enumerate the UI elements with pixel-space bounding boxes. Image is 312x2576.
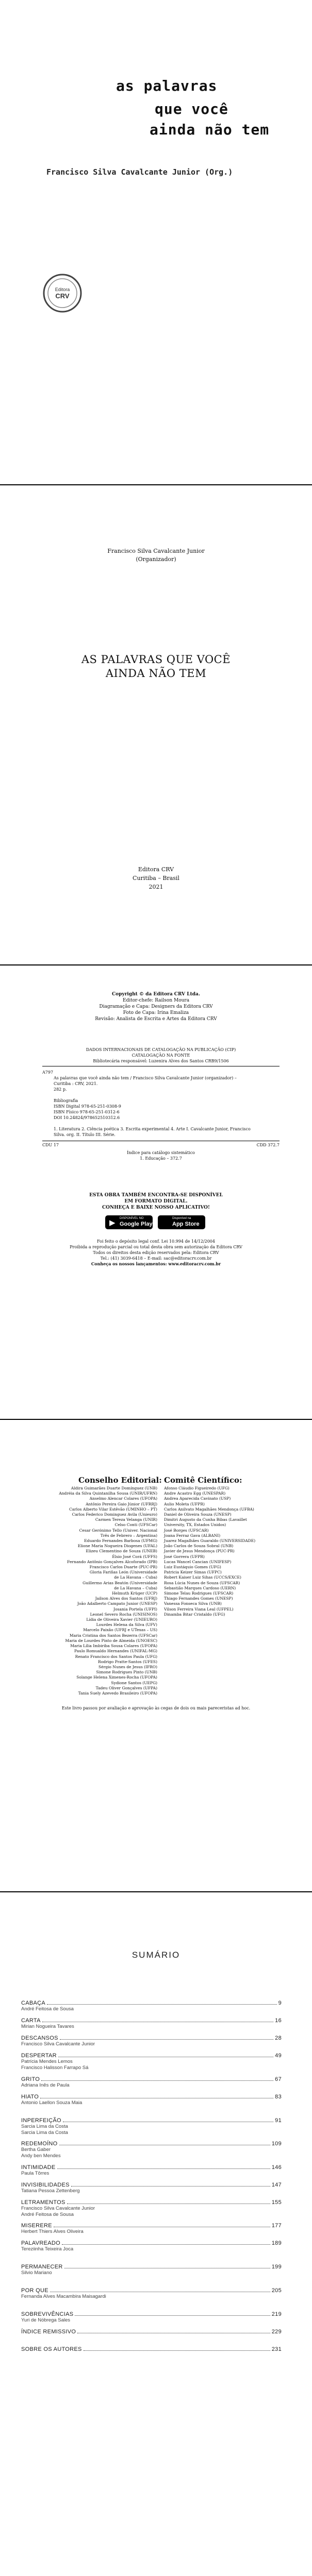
toc-entry-title: REDEMOÍNO	[21, 2141, 58, 2147]
scientific-member: Carlos Anilvato Magalhães Mendonça (UFBA)	[164, 1506, 254, 1512]
legal-line: Foi feito o depósito legal conf. Lei 10.994 de 14/12/2004	[97, 1239, 215, 1244]
toc-entry-title: GRITO	[21, 2076, 40, 2082]
cover-page	[0, 0, 312, 484]
toc-entry-author: Herbert Thiers Alves Oliveira	[21, 2229, 84, 2234]
index-entry: 1. Educação – 372.7	[140, 1156, 182, 1161]
scientific-committee-heading: Comitê Científico:	[164, 1476, 242, 1485]
toc-entry-title: SOBREVIVÊNCIAS	[21, 2311, 74, 2317]
toc-entry-title-row	[21, 2240, 282, 2246]
cip-line: Curitiba : CRV, 2021.	[54, 1081, 98, 1086]
toc-entry-page: 9	[278, 2000, 282, 2006]
editorial-member: Francisco Carlos Duarte (PUC-PR)	[89, 1565, 157, 1570]
toc-entry-title: INPERFEIÇÃO	[21, 2117, 61, 2124]
ebook-line: ESTA OBRA TAMBÉM ENCONTRA-SE DISPONÍVEL	[89, 1193, 223, 1198]
cip-line: DOI 10.24824/978652510312.6	[54, 1115, 120, 1120]
editorial-member: Celso Conti (UFSCar)	[114, 1522, 157, 1528]
legal-line: Todos os direitos desta edição reservados pela: Editora CRV	[93, 1250, 219, 1255]
editorial-member: Élsio José Corá (UFFS)	[112, 1554, 157, 1559]
toc-entry-author: Bertha Gaber Andy ben Mendes	[21, 2147, 61, 2159]
publication-year: 2021	[149, 884, 163, 890]
toc-entry-title: DESPERTAR	[21, 2053, 57, 2059]
toc-leader-dots	[60, 2035, 273, 2040]
editorial-member: Lourdes Helena da Silva (UFV)	[96, 1622, 157, 1628]
credit-line: Editor-chefe: Railson Moura	[122, 998, 190, 1003]
credit-line: Foto de Capa: Irina Emaliza	[123, 1010, 189, 1015]
editorial-member: Simone Rodrigues Pinto (UNB)	[96, 1670, 157, 1675]
ebook-notice	[0, 1192, 312, 1211]
toc-leader-dots	[64, 2264, 270, 2268]
editorial-member: Fernando Antônio Gonçalves Alcoforado (IPB)	[67, 1559, 157, 1564]
editorial-member: Tadeu Oliver Gonçalves (UFPA)	[95, 1685, 157, 1690]
toc-entry-title-row	[21, 2141, 282, 2147]
toc-leader-dots	[40, 2094, 273, 2098]
toc-entry-page: 49	[275, 2053, 282, 2059]
toc-entry[interactable]	[21, 2141, 282, 2159]
toc-entry[interactable]	[21, 2287, 282, 2300]
editorial-member: de La Havana – Cuba)	[114, 1575, 157, 1580]
publisher-logo-icon	[42, 273, 83, 313]
toc-entry-author: Antonio Laellon Souza Maia	[21, 2100, 83, 2106]
editorial-board-page	[0, 1420, 312, 1891]
toc-leader-dots	[67, 2199, 270, 2204]
editorial-member: Cesar Gerónimo Tello (Univer. Nacional	[79, 1528, 157, 1533]
editorial-member: Andréia da Silva Quintanilha Sousa (UNIR/UFRN)	[59, 1491, 157, 1496]
toc-heading: SUMÁRIO	[132, 1950, 180, 1960]
toc-leader-dots	[62, 2240, 270, 2245]
toc-leader-dots	[59, 2141, 270, 2145]
toc-leader-dots	[50, 2287, 270, 2292]
svg-text:CRV: CRV	[55, 292, 70, 300]
toc-entry-author: Patrícia Mendes Lemos Francisco Halisson Farrapo Sá	[21, 2059, 89, 2071]
toc-entry-title: SOBRE OS AUTORES	[21, 2346, 82, 2352]
toc-leader-dots	[63, 2117, 273, 2122]
app-store-big: App Store	[172, 1221, 200, 1227]
toc-entry-author: Francisco Silva Cavalcante Junior	[21, 2041, 95, 2047]
toc-entry-title: PALAVREADO	[21, 2240, 60, 2246]
editorial-member: Helmuth Krüger (UCP)	[112, 1591, 157, 1596]
toc-entry[interactable]	[21, 2000, 282, 2012]
cdu-code: CDU 17	[42, 1143, 59, 1147]
toc-entry-author: Sarcia Lima da Costa Sarcia Lima da Costa	[21, 2124, 68, 2136]
scientific-member: Dimitri Augusto da Cunha Bibas (Lavaillet	[164, 1517, 247, 1522]
cover-organizer: Francisco Silva Cavalcante Junior (Org.)	[46, 167, 233, 177]
scientific-member: Patricia Keizer Simas (UFPC)	[164, 1570, 222, 1575]
toc-entry[interactable]	[21, 2199, 282, 2218]
scientific-member: Afonso Cláudio Figueiredo (UFG)	[164, 1486, 229, 1490]
toc-entry[interactable]	[21, 2329, 282, 2335]
app-store-small: Disponível na	[172, 1217, 191, 1220]
toc-entry-title-row	[21, 2094, 282, 2100]
toc-entry[interactable]	[21, 2018, 282, 2030]
toc-leader-dots	[75, 2311, 270, 2316]
toc-entry[interactable]	[21, 2346, 282, 2352]
toc-entry-title-row	[21, 2164, 282, 2171]
toc-entry-author: Tatiana Pessoa Zettenberg	[21, 2188, 80, 2194]
toc-entry-page: 28	[275, 2035, 282, 2041]
app-store-badge[interactable]	[158, 1215, 205, 1229]
toc-leader-dots	[84, 2346, 270, 2351]
toc-leader-dots	[71, 2182, 270, 2187]
title-page-role: (Organizador)	[136, 556, 176, 563]
publisher-name: Editora CRV	[138, 866, 174, 873]
toc-entry-title: INVISIBILIDADES	[21, 2182, 70, 2188]
toc-entry-page: 91	[275, 2117, 282, 2124]
editorial-member: Eduardo Fernandes Barbosa (UFMG)	[84, 1538, 157, 1544]
scientific-member: Rosa Lúcia Nunes de Souza (UFSCAR)	[164, 1580, 240, 1585]
cip-id: A797	[42, 1070, 54, 1075]
toc-entry-title-row	[21, 2329, 282, 2335]
toc-entry[interactable]	[21, 2117, 282, 2136]
toc-entry[interactable]	[21, 2053, 282, 2071]
cip-line: ISBN Digital 978-65-251-0308-9	[54, 1104, 121, 1109]
toc-entry-author: André Feitosa de Sousa	[21, 2006, 74, 2012]
toc-entry-author: Paula Tôrres	[21, 2171, 50, 2176]
scientific-member: Vanessa Fonseca Silva (UNB)	[164, 1601, 222, 1606]
toc-entry[interactable]	[21, 2240, 282, 2252]
toc-leader-dots	[42, 2018, 273, 2022]
cip-header-line: CATALOGAÇÃO NA FONTE	[132, 1053, 190, 1058]
scientific-member: Joana Ferraz Gava (ALBANI)	[164, 1533, 221, 1538]
ebook-line: EM FORMATO DIGITAL.	[124, 1199, 188, 1204]
editorial-member: de La Havana – Cuba)	[114, 1585, 157, 1590]
toc-entry[interactable]	[21, 2182, 282, 2194]
scientific-member: Sebastião Marques Cardoso (UERN)	[164, 1585, 236, 1590]
toc-entry-title-row	[21, 2223, 282, 2229]
cip-line: 282 p.	[54, 1087, 67, 1092]
credit-line: Diagramação e Capa: Designers da Editora CRV	[99, 1004, 213, 1009]
toc-entry-author: Yuri de Nóbrega Sales	[21, 2317, 71, 2323]
toc-entry-title: PERMANECER	[21, 2264, 63, 2270]
scientific-member: University, TX, Estados Unidos)	[164, 1522, 226, 1528]
toc-entry-title-row	[21, 2346, 282, 2352]
scientific-member: Lucas Wancel Cancian (UNIFESP)	[164, 1559, 232, 1564]
toc-entry-title: POR QUE	[21, 2287, 48, 2294]
cip-line: Silva. org. II. Título III. Série.	[54, 1132, 116, 1137]
editorial-member: Carmen Tereza Velanga (UNIR)	[95, 1517, 157, 1522]
toc-entry-page: 147	[271, 2182, 282, 2188]
editorial-member: Três de Febrero – Argentina)	[100, 1533, 157, 1538]
editorial-member: Elizeu Clementino de Souza (UNEB)	[86, 1549, 157, 1554]
toc-entry-title-row	[21, 2000, 282, 2006]
toc-entry-title: CARTA	[21, 2018, 41, 2024]
credit-line: Copyright © da Editora CRV Ltda.	[112, 992, 200, 997]
toc-leader-dots	[57, 2164, 270, 2169]
cover-title-line-1: as palavras	[116, 77, 218, 94]
toc-entry-page: 155	[271, 2199, 282, 2206]
legal-block	[0, 1239, 312, 1267]
editorial-board-heading: Conselho Editorial:	[78, 1476, 162, 1485]
toc-entry-title-row	[21, 2076, 282, 2082]
toc-entry-author: Francisco Silva Cavalcante Junior André Feitosa de Sousa	[21, 2206, 95, 2217]
editorial-member: Lídia de Oliveira Xavier (UNIEURO)	[86, 1617, 157, 1622]
toc-entry-title: CABAÇA	[21, 2000, 46, 2006]
google-play-badge[interactable]	[105, 1215, 153, 1229]
cover-title-line-2: que você	[155, 100, 228, 117]
cip-line: Bibliografia	[54, 1098, 78, 1103]
scientific-member: Simone Telau Rodrigues (UFSCAR)	[164, 1591, 234, 1596]
cip-header-line: DADOS INTERNACIONAIS DE CATALOGAÇÃO NA PUBLICAÇÃO (CIP)	[86, 1047, 236, 1052]
legal-line: Conheça os nossos lançamentos: www.editoracrv.com.br	[91, 1261, 221, 1266]
scientific-member: Aulio Moleta (UFPR)	[164, 1501, 205, 1506]
toc-entry-page: 146	[271, 2164, 282, 2171]
scientific-member: Andre Acastro Egg (UNESPAR)	[164, 1491, 226, 1496]
cip-block	[42, 1047, 280, 1161]
toc-entry-page: 231	[271, 2346, 282, 2352]
editorial-member: Josania Portela (UFPI)	[113, 1606, 157, 1612]
copyright-page	[0, 965, 312, 1419]
toc-entry-page: 67	[275, 2076, 282, 2082]
toc-entry[interactable]	[21, 2076, 282, 2089]
toc-leader-dots	[77, 2329, 270, 2333]
scientific-member: Javier de Jesus Mendonça (PUC-PR)	[164, 1549, 235, 1554]
scientific-member: Robert Kaiser Luiz Sihas (UCCS/EXCE)	[164, 1575, 241, 1580]
editorial-member: Maria Lília Imbiriba Sousa Colares (UFOPA)	[70, 1643, 157, 1649]
toc-entry-title-row	[21, 2199, 282, 2206]
editorial-member: Maria Cristina dos Santos Bezerra (UFSCar)	[69, 1633, 157, 1638]
editorial-member: Jailson Alves dos Santos (UFRJ)	[95, 1596, 157, 1601]
legal-line: Proibida a reprodução parcial ou total desta obra sem autorização da Editora CRV	[70, 1245, 242, 1249]
toc-entry-title-row	[21, 2182, 282, 2188]
toc-entry-page: 199	[271, 2264, 282, 2270]
scientific-member: João Carlos de Souza Sobral (UNB)	[164, 1544, 234, 1549]
svg-text:Editora: Editora	[55, 287, 70, 292]
editorial-member: Tania Suely Azevedo Brasileiro (UFOPA)	[78, 1690, 157, 1696]
credit-line: Revisão: Analista de Escrita e Artes da Editora CRV	[95, 1016, 217, 1022]
editorial-member: Rodrigo Pratte-Santos (UFES)	[98, 1659, 157, 1664]
editorial-member: Anselmo Alencar Colares (UFOPA)	[89, 1496, 157, 1501]
toc-entry-author: Silvio Mariano	[21, 2270, 52, 2276]
cover-title-line-3: ainda não tem	[150, 121, 270, 138]
scientific-member: Juarez Magalhães Guaraldo (UNIVERSIDADE)	[164, 1538, 256, 1544]
toc-entry-author: Adriana Inês de Paula	[21, 2082, 70, 2088]
title-page	[0, 485, 312, 964]
scientific-member: José Borges (UFSCAR)	[164, 1528, 209, 1533]
toc-entry-page: 219	[271, 2311, 282, 2317]
toc-entry-title-row	[21, 2287, 282, 2294]
toc-entry-title: HIATO	[21, 2094, 39, 2100]
editorial-member: Guillermo Arias Beatón (Universidade	[83, 1580, 157, 1585]
editorial-board-list	[54, 1486, 157, 1696]
scientific-member: Thiago Fernandes Gomes (UNESP)	[164, 1596, 233, 1601]
editorial-member: Sérgio Nunes de Jesus (IFRO)	[98, 1664, 157, 1669]
toc-entry-page: 205	[271, 2287, 282, 2294]
editorial-member: Elione Maria Nogueira Diogenes (UFAL)	[77, 1544, 157, 1549]
google-play-big: Google Play	[120, 1221, 153, 1227]
cdd-code: CDD 372.7	[256, 1143, 280, 1147]
editorial-member: Renato Francisco dos Santos Paula (UFG)	[75, 1654, 157, 1659]
editorial-member: Aldira Guimarães Duarte Domínguez (UNB)	[71, 1486, 157, 1490]
editorial-member: Antônio Pereira Gaio Júnior (UFRRJ)	[86, 1501, 157, 1506]
toc-entry[interactable]	[21, 2264, 282, 2276]
index-title: Índice para catálogo sistemático	[126, 1150, 195, 1155]
scientific-member: Luiz Eustáquio Gomes (UFG)	[164, 1565, 221, 1570]
toc-entry-page: 177	[271, 2223, 282, 2229]
title-page-title-line-1: AS PALAVRAS QUE VOCÊ	[81, 653, 231, 666]
toc-leader-dots	[47, 2000, 277, 2005]
toc-entry[interactable]	[21, 2223, 282, 2235]
editorial-member: Carlos Federico Dominguez Avila (Unieuro)	[72, 1512, 157, 1517]
toc-entry-title-row	[21, 2018, 282, 2024]
scientific-member: José Gorrera (UFPR)	[164, 1554, 205, 1559]
ebook-line: CONHEÇA E BAIXE NOSSO APLICATIVO!	[102, 1205, 210, 1210]
peer-review-note: Este livro passou por avaliação e aprovação às cegas de dois ou mais pareceristas ad hoc.	[61, 1706, 251, 1710]
toc-entry-title-row	[21, 2311, 282, 2317]
toc-entry-author: Tereziinha Teixeira Joca	[21, 2246, 74, 2252]
cip-line: ISBN Físico 978-65-251-0312-6	[54, 1110, 120, 1114]
toc-entry-page: 189	[271, 2240, 282, 2246]
scientific-member: Vilson Ferreira Viana Leal (UFPEL)	[164, 1606, 234, 1612]
google-play-small: DISPONÍVEL NO	[120, 1217, 144, 1220]
editorial-member: Leonel Severo Rocha (UNISINOS)	[90, 1612, 157, 1617]
scientific-member: Andrea Aparecida Cavinato (USP)	[164, 1496, 231, 1501]
cip-line: As palavras que você ainda não tem / Francisco Silva Cavalcante Junior (organizador) –	[54, 1076, 237, 1080]
title-page-author: Francisco Silva Cavalcante Junior	[107, 548, 205, 554]
editorial-member: Solange Helena Ximenes-Rocha (UFOPA)	[76, 1675, 157, 1680]
toc-entry-page: 83	[275, 2094, 282, 2100]
title-page-title-line-2: AINDA NÃO TEM	[105, 667, 207, 680]
toc-entry[interactable]	[21, 2164, 282, 2177]
toc-entry-author: Fernanda Alves Macambira Maisagardi	[21, 2294, 106, 2299]
toc-entry-page: 16	[275, 2018, 282, 2024]
editorial-member: Marcelo Paixão (UFRJ e UTexas – US)	[83, 1628, 157, 1633]
editorial-member: Gloria Fariñas León (Universidade	[89, 1570, 157, 1575]
toc-leader-dots	[54, 2223, 270, 2227]
toc-entry-page: 109	[271, 2141, 282, 2147]
publisher-city: Curitiba – Brasil	[133, 875, 179, 882]
toc-entry-title: MISERERE	[21, 2223, 52, 2229]
toc-entry-title: LETRAMENTOS	[21, 2199, 65, 2206]
scientific-member: Dinamba Bitar Cristaldo (UFG)	[164, 1612, 225, 1617]
toc-entry[interactable]	[21, 2311, 282, 2324]
cip-header-line: Bibliotecária responsável: Luzenira Alves dos Santos CRB9/1506	[93, 1059, 229, 1063]
toc-leader-dots	[58, 2053, 273, 2057]
credits-block	[0, 991, 312, 1022]
scientific-member: Daniel de Oliveira Souza (UNESP)	[164, 1512, 232, 1517]
cip-line: 1. Literatura 2. Ciência poética 3. Escrita experimental 4. Arte I. Cavalcante Junior, Francisco	[54, 1127, 251, 1131]
editorial-member: Sydione Santos (UEPG)	[111, 1680, 157, 1685]
editorial-member: Maria de Lourdes Pinto de Almeida (UNOESC)	[65, 1638, 157, 1643]
play-icon: ▶	[109, 1218, 116, 1227]
editorial-member: João Adalberto Campato Junior (UNESP)	[77, 1601, 157, 1606]
toc-entry-title: DESCANSOS	[21, 2035, 58, 2041]
toc-entry-page: 229	[271, 2329, 282, 2335]
toc-entry-title-row	[21, 2035, 282, 2041]
legal-line: Tel.: (41) 3039-6418 – E-mail: sac@editoracrv.com.br	[100, 1256, 212, 1261]
toc-entry-title-row	[21, 2117, 282, 2124]
toc-entry-title-row	[21, 2053, 282, 2059]
toc-entry-title-row	[21, 2264, 282, 2270]
editorial-member: Paulo Romualdo Hernandes (UNIFAL-MG)	[74, 1649, 157, 1654]
toc-entry[interactable]	[21, 2035, 282, 2047]
toc-entry-title: INTIMIDADE	[21, 2164, 56, 2171]
toc-leader-dots	[41, 2076, 273, 2081]
toc-entry-title: ÍNDICE REMISSIVO	[21, 2329, 76, 2335]
toc-entry[interactable]	[21, 2094, 282, 2106]
toc-entry-author: Mirian Nogueira Tavares	[21, 2024, 74, 2029]
scientific-committee-list	[164, 1486, 267, 1617]
editorial-member: Carlos Alberto Vilar Estêvão (UMINHO – PT)	[69, 1506, 157, 1512]
